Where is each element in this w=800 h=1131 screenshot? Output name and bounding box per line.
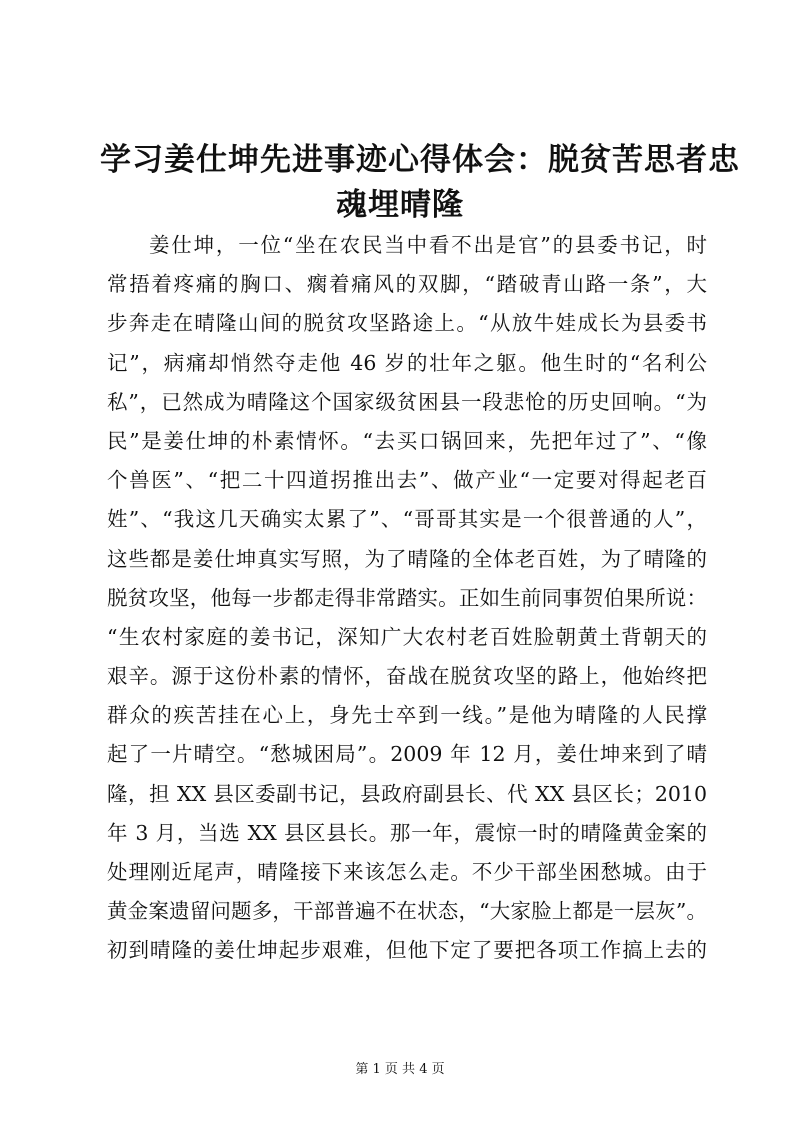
body-line: 个兽医”、“把二十四道拐推出去”、做产业“一定要对得起老百 — [107, 468, 707, 493]
body-line: 姜仕坤，一位“坐在农民当中看不出是官”的县委书记，时 — [149, 233, 707, 257]
body-line: 起了一片晴空。“愁城困局”。2009 年 12 月，姜仕坤来到了晴 — [107, 742, 707, 767]
body-line: 常捂着疼痛的胸口、瘸着痛风的双脚，“踏破青山路一条”，大 — [107, 272, 707, 297]
body-line: 记”，病痛却悄然夺走他 46 岁的壮年之躯。他生时的“名利公 — [107, 350, 707, 375]
body-line: 步奔走在晴隆山间的脱贫攻坚路途上。“从放牛娃成长为县委书 — [107, 311, 707, 336]
body-line: 处理刚近尾声，晴隆接下来该怎么走。不少干部坐困愁城。由于 — [107, 860, 707, 884]
body-line: 私”，已然成为晴隆这个国家级贫困县一段悲怆的历史回响。“为 — [107, 389, 707, 414]
body-line: 群众的疾苦挂在心上，身先士卒到一线。”是他为晴隆的人民撑 — [107, 703, 707, 728]
body-line: 民”是姜仕坤的朴素情怀。“去买口锅回来，先把年过了”、“像 — [107, 428, 707, 453]
document-title — [100, 138, 740, 228]
body-line: “生农村家庭的姜书记，深知广大农村老百姓脸朝黄土背朝天的 — [107, 624, 707, 649]
page-footer — [0, 1061, 800, 1079]
body-line: 初到晴隆的姜仕坤起步艰难，但他下定了要把各项工作搞上去的 — [107, 938, 707, 963]
body-line: 年 3 月，当选 XX 县区县长。那一年，震惊一时的晴隆黄金案的 — [107, 820, 707, 845]
document-body — [107, 226, 707, 971]
title-line: 魂埋晴隆 — [336, 187, 464, 223]
title-line: 学习姜仕坤先进事迹心得体会：脱贫苦思者忠 — [100, 142, 740, 178]
body-line: 姓”、“我这几天确实太累了”、“哥哥其实是一个很普通的人”， — [107, 507, 707, 532]
body-line: 脱贫攻坚，他每一步都走得非常踏实。正如生前同事贺伯果所说： — [107, 585, 707, 610]
body-line: 艰辛。源于这份朴素的情怀，奋战在脱贫攻坚的路上，他始终把 — [107, 664, 707, 689]
page-indicator: 第 1 页 共 4 页 — [355, 1062, 445, 1077]
body-line: 这些都是姜仕坤真实写照，为了晴隆的全体老百姓，为了晴隆的 — [107, 546, 707, 571]
body-line: 隆，担 XX 县区委副书记，县政府副县长、代 XX 县区长；2010 — [107, 781, 707, 806]
body-line: 黄金案遗留问题多，干部普遍不在状态，“大家脸上都是一层灰”。 — [107, 899, 707, 924]
